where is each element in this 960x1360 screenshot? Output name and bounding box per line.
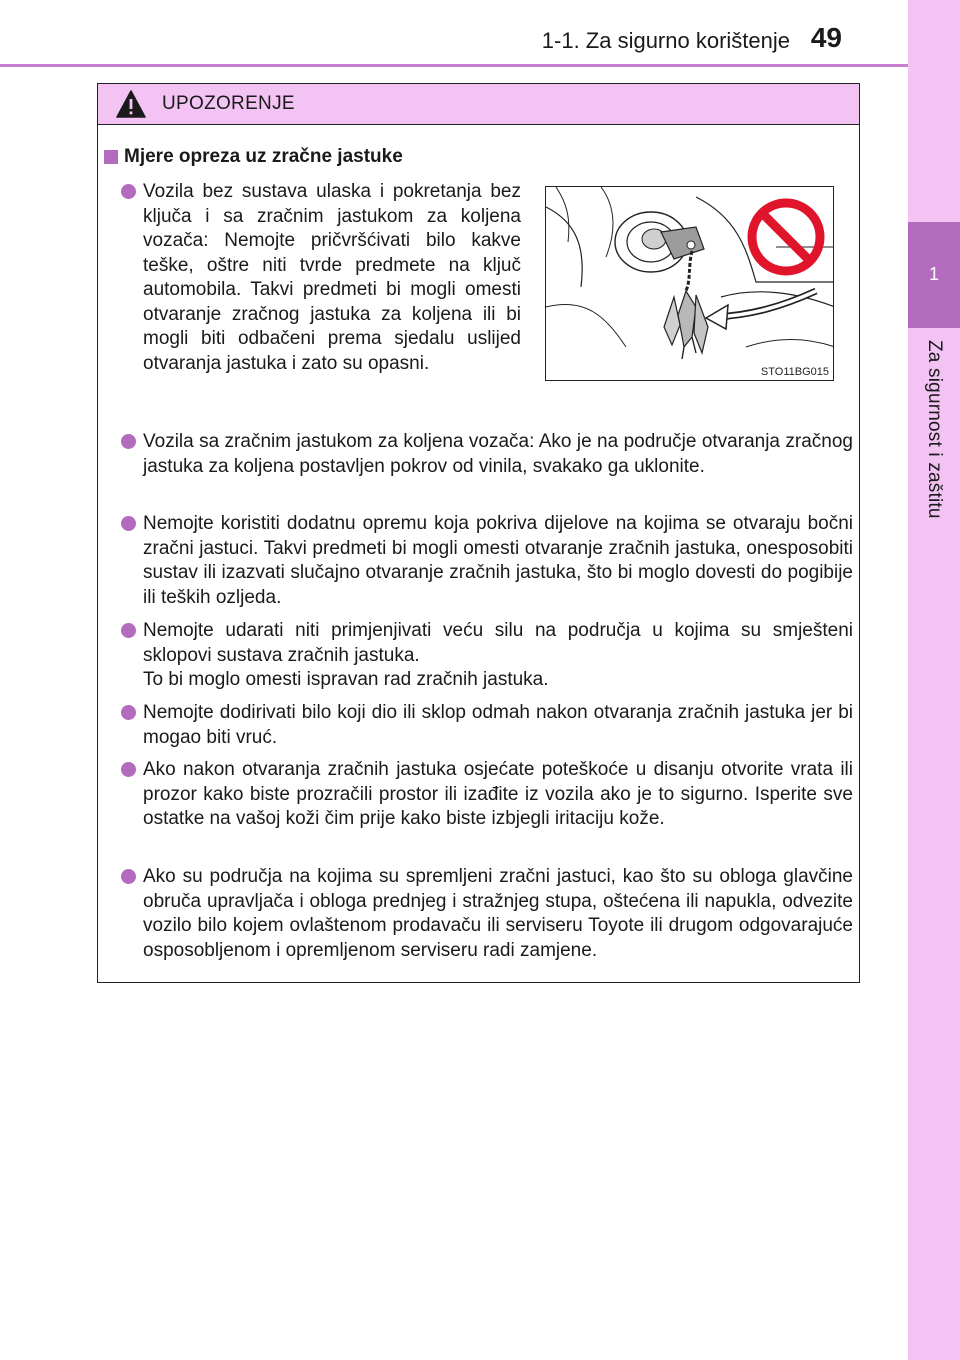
bullet-continuation bbox=[121, 668, 853, 693]
figure-code: STO11BG015 bbox=[760, 366, 829, 378]
bullet-dot-icon bbox=[121, 705, 136, 720]
square-bullet-icon bbox=[104, 150, 118, 164]
bullet-text: Vozila sa zračnim jastukom za koljena vozača: Ako je na područje otvaranja zračnog jastuka za koljena postavljen pokrov od vinila, svakako ga uklonite. bbox=[143, 431, 853, 477]
warning-label: UPOZORENJE bbox=[162, 93, 295, 114]
page-number: 49 bbox=[810, 22, 842, 53]
bullet-text: Vozila bez sustava ulaska i pokretanja bez ključa i sa zračnim jastukom za koljena vozača: Nemojte pričvršćivati bilo kakve teške, oštre niti tvrde predmete na ključ automobila. Takvi predmeti bi mogli omesti otvaranje zračnog jastuka za koljena ili bi mogli biti odbačeni prema sjedalu uslijed otvaranja jastuka i zato su opasni. bbox=[143, 181, 521, 374]
bullet-dot-icon bbox=[121, 623, 136, 638]
bullet-item bbox=[121, 619, 853, 668]
subheading bbox=[104, 146, 403, 168]
chapter-title-text: Za sigurnost i zaštitu bbox=[924, 340, 945, 519]
key-airbag-figure bbox=[545, 186, 834, 381]
bullet-text: Ako su područja na kojima su spremljeni zračni jastuci, kao što su obloga glavčine obruča upravljača i obloga prednjeg i stražnjeg stupa, oštećena ili napukla, odvezite vozilo bilo kojem ovlaštenom prodavaču ili serviseru Toyote ili drugom odgovarajuće osposobljenom i opremljenom serviseru radi zamjene. bbox=[143, 866, 853, 961]
warning-header bbox=[98, 84, 859, 125]
bullet-dot-icon bbox=[121, 869, 136, 884]
chapter-box bbox=[908, 222, 960, 328]
bullet-item bbox=[121, 701, 853, 750]
warning-triangle-icon bbox=[116, 90, 146, 118]
bullet-dot-icon bbox=[121, 516, 136, 531]
bullet-item bbox=[121, 180, 521, 376]
section-title: 1-1. Za sigurno korištenje bbox=[541, 28, 790, 53]
bullet-item bbox=[121, 758, 853, 832]
bullet-text: Nemojte dodirivati bilo koji dio ili sklop odmah nakon otvaranja zračnih jastuka jer bi mogao biti vruć. bbox=[143, 702, 853, 748]
page-header bbox=[0, 0, 908, 64]
chapter-title bbox=[908, 340, 960, 580]
bullet-text: Ako nakon otvaranja zračnih jastuka osjećate poteškoće u disanju otvorite vrata ili prozor kako biste prozračili prostor ili izađite iz vozila ako je to sigurno. Isperite sve ostatke na vašoj koži čim prije kako biste izbjegli iritaciju kože. bbox=[143, 759, 853, 829]
bullet-dot-icon bbox=[121, 762, 136, 777]
bullet-dot-icon bbox=[121, 434, 136, 449]
subheading-text: Mjere opreza uz zračne jastuke bbox=[124, 146, 403, 167]
bullet-item bbox=[121, 430, 853, 479]
side-tab bbox=[908, 0, 960, 1360]
bullet-text: Nemojte udarati niti primjenjivati veću silu na područja u kojima su smješteni sklopovi sustava zračnih jastuka. bbox=[143, 620, 853, 666]
bullet-text: To bi moglo omesti ispravan rad zračnih jastuka. bbox=[143, 669, 549, 690]
bullet-item bbox=[121, 865, 853, 963]
bullet-dot-icon bbox=[121, 184, 136, 199]
bullet-item bbox=[121, 512, 853, 610]
key-illustration bbox=[546, 187, 834, 381]
bullet-text: Nemojte koristiti dodatnu opremu koja pokriva dijelove na kojima se otvaraju bočni zračni jastuci. Takvi predmeti bi mogli omesti otvaranje zračnih jastuka, onesposobiti sustav ili izazvati slučajno otvaranje zračnih jastuka, što bi moglo dovesti do pogibije ili teških ozljeda. bbox=[143, 513, 853, 608]
warning-box bbox=[97, 83, 860, 983]
chapter-number: 1 bbox=[928, 264, 939, 284]
header-rule bbox=[0, 64, 908, 67]
